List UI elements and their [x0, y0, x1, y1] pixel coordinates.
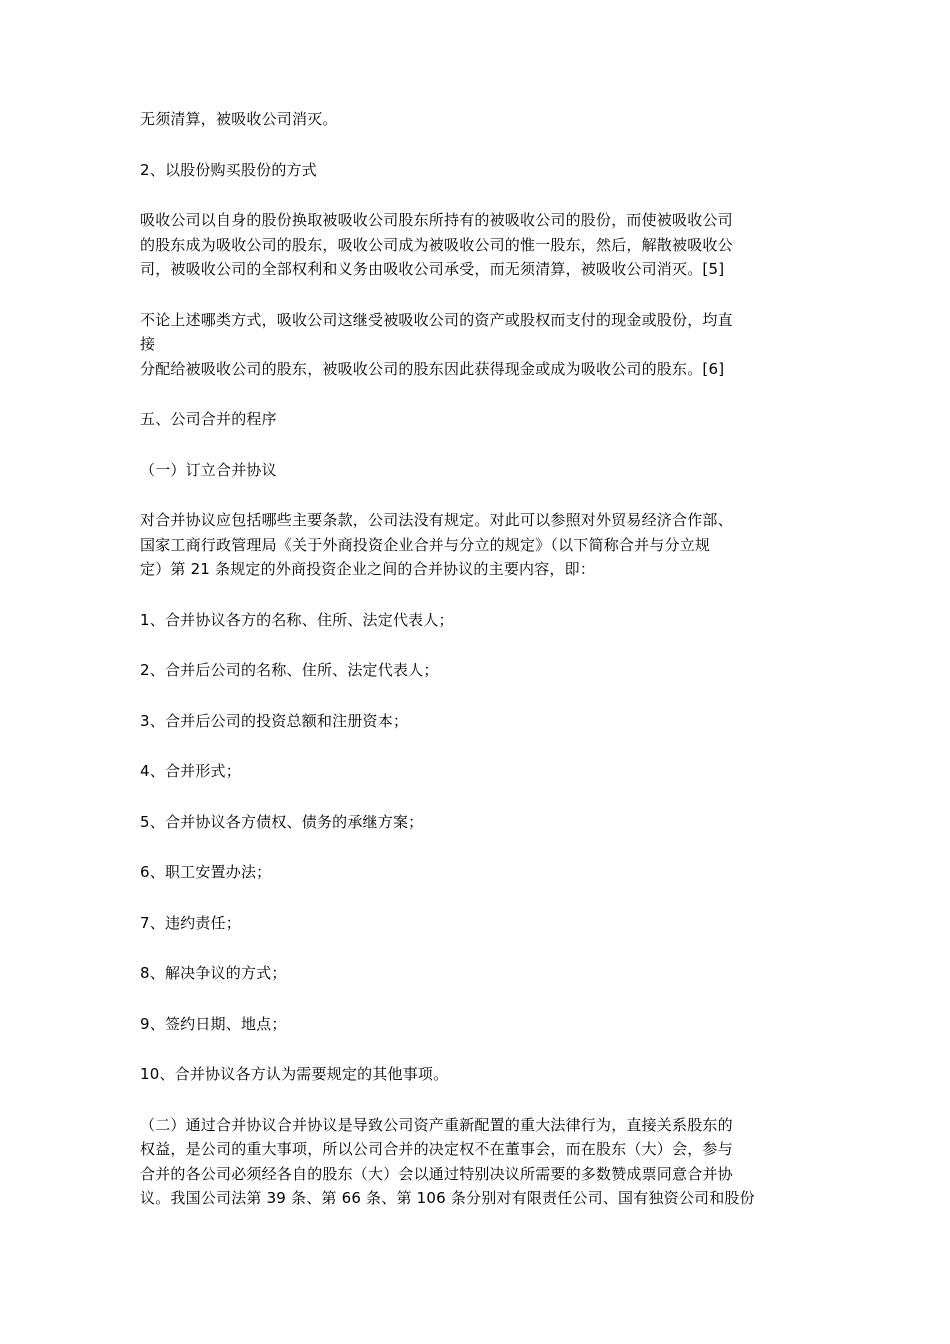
text-line: 接 [140, 335, 156, 353]
paragraph [140, 208, 808, 282]
paragraph [140, 308, 808, 382]
text-line: 1、合并协议各方的名称、住所、法定代表人； [140, 610, 454, 629]
text-line: 10、合并协议各方认为需要规定的其他事项。 [140, 1065, 449, 1083]
text-line: 4、合并形式； [140, 762, 241, 780]
list-item [140, 961, 808, 986]
text-line: 定）第 21 条规定的外商投资企业之间的合并协议的主要内容，即： [140, 560, 596, 578]
section-item-heading [140, 158, 808, 183]
list-item [140, 658, 808, 683]
paragraph [140, 107, 808, 132]
text-line: 不论上述哪类方式，吸收公司这继受被吸收公司的资产或股权而支付的现金或股份，均直 [140, 310, 733, 329]
list-item [140, 608, 808, 633]
document-body [140, 107, 808, 1237]
text-line: 吸收公司以自身的股份换取被吸收公司股东所持有的被吸收公司的股份，而使被吸收公司 [140, 211, 733, 229]
text-line: 2、以股份购买股份的方式 [140, 160, 317, 179]
list-item [140, 1012, 808, 1037]
text-line: 合并的各公司必须经各自的股东（大）会以通过特别决议所需要的多数赞成票同意合并协 [140, 1164, 733, 1183]
text-line: 9、签约日期、地点； [140, 1014, 287, 1033]
text-line: 五、公司合并的程序 [140, 410, 277, 428]
text-line: 8、解决争议的方式； [140, 964, 287, 982]
text-line: （二）通过合并协议合并协议是导致公司资产重新配置的重大法律行为，直接关系股东的 [140, 1115, 733, 1134]
text-line: 5、合并协议各方债权、债务的承继方案； [140, 812, 424, 831]
text-line: 的股东成为吸收公司的股东，吸收公司成为被吸收公司的惟一股东，然后，解散被吸收公 [140, 235, 733, 254]
paragraph [140, 1113, 808, 1211]
text-line: 3、合并后公司的投资总额和注册资本； [140, 711, 409, 730]
text-line: 无须清算，被吸收公司消灭。 [140, 110, 338, 128]
text-line: 司，被吸收公司的全部权利和义务由吸收公司承受，而无须清算，被吸收公司消灭。[5] [140, 260, 725, 278]
section-heading [140, 407, 808, 432]
list-item [140, 810, 808, 835]
text-line: 7、违约责任； [140, 913, 241, 932]
list-item [140, 759, 808, 784]
text-line: 6、职工安置办法； [140, 863, 272, 881]
list-item [140, 1062, 808, 1087]
text-line: （一）订立合并协议 [140, 460, 277, 479]
subsection-heading [140, 458, 808, 483]
list-item [140, 860, 808, 885]
text-line: 权益，是公司的重大事项，所以公司合并的决定权不在董事会，而在股东（大）会，参与 [140, 1140, 733, 1158]
list-item [140, 911, 808, 936]
text-line: 2、合并后公司的名称、住所、法定代表人； [140, 661, 439, 679]
text-line: 分配给被吸收公司的股东，被吸收公司的股东因此获得现金或成为吸收公司的股东。[6] [140, 359, 725, 378]
list-item [140, 709, 808, 734]
text-line: 议。我国公司法第 39 条、第 66 条、第 106 条分别对有限责任公司、国有独资公司和股份 [140, 1189, 755, 1207]
text-line: 对合并协议应包括哪些主要条款，公司法没有规定。对此可以参照对外贸易经济合作部、 [140, 511, 733, 529]
text-line: 国家工商行政管理局《关于外商投资企业合并与分立的规定》（以下简称合并与分立规 [140, 535, 711, 554]
paragraph [140, 508, 808, 582]
